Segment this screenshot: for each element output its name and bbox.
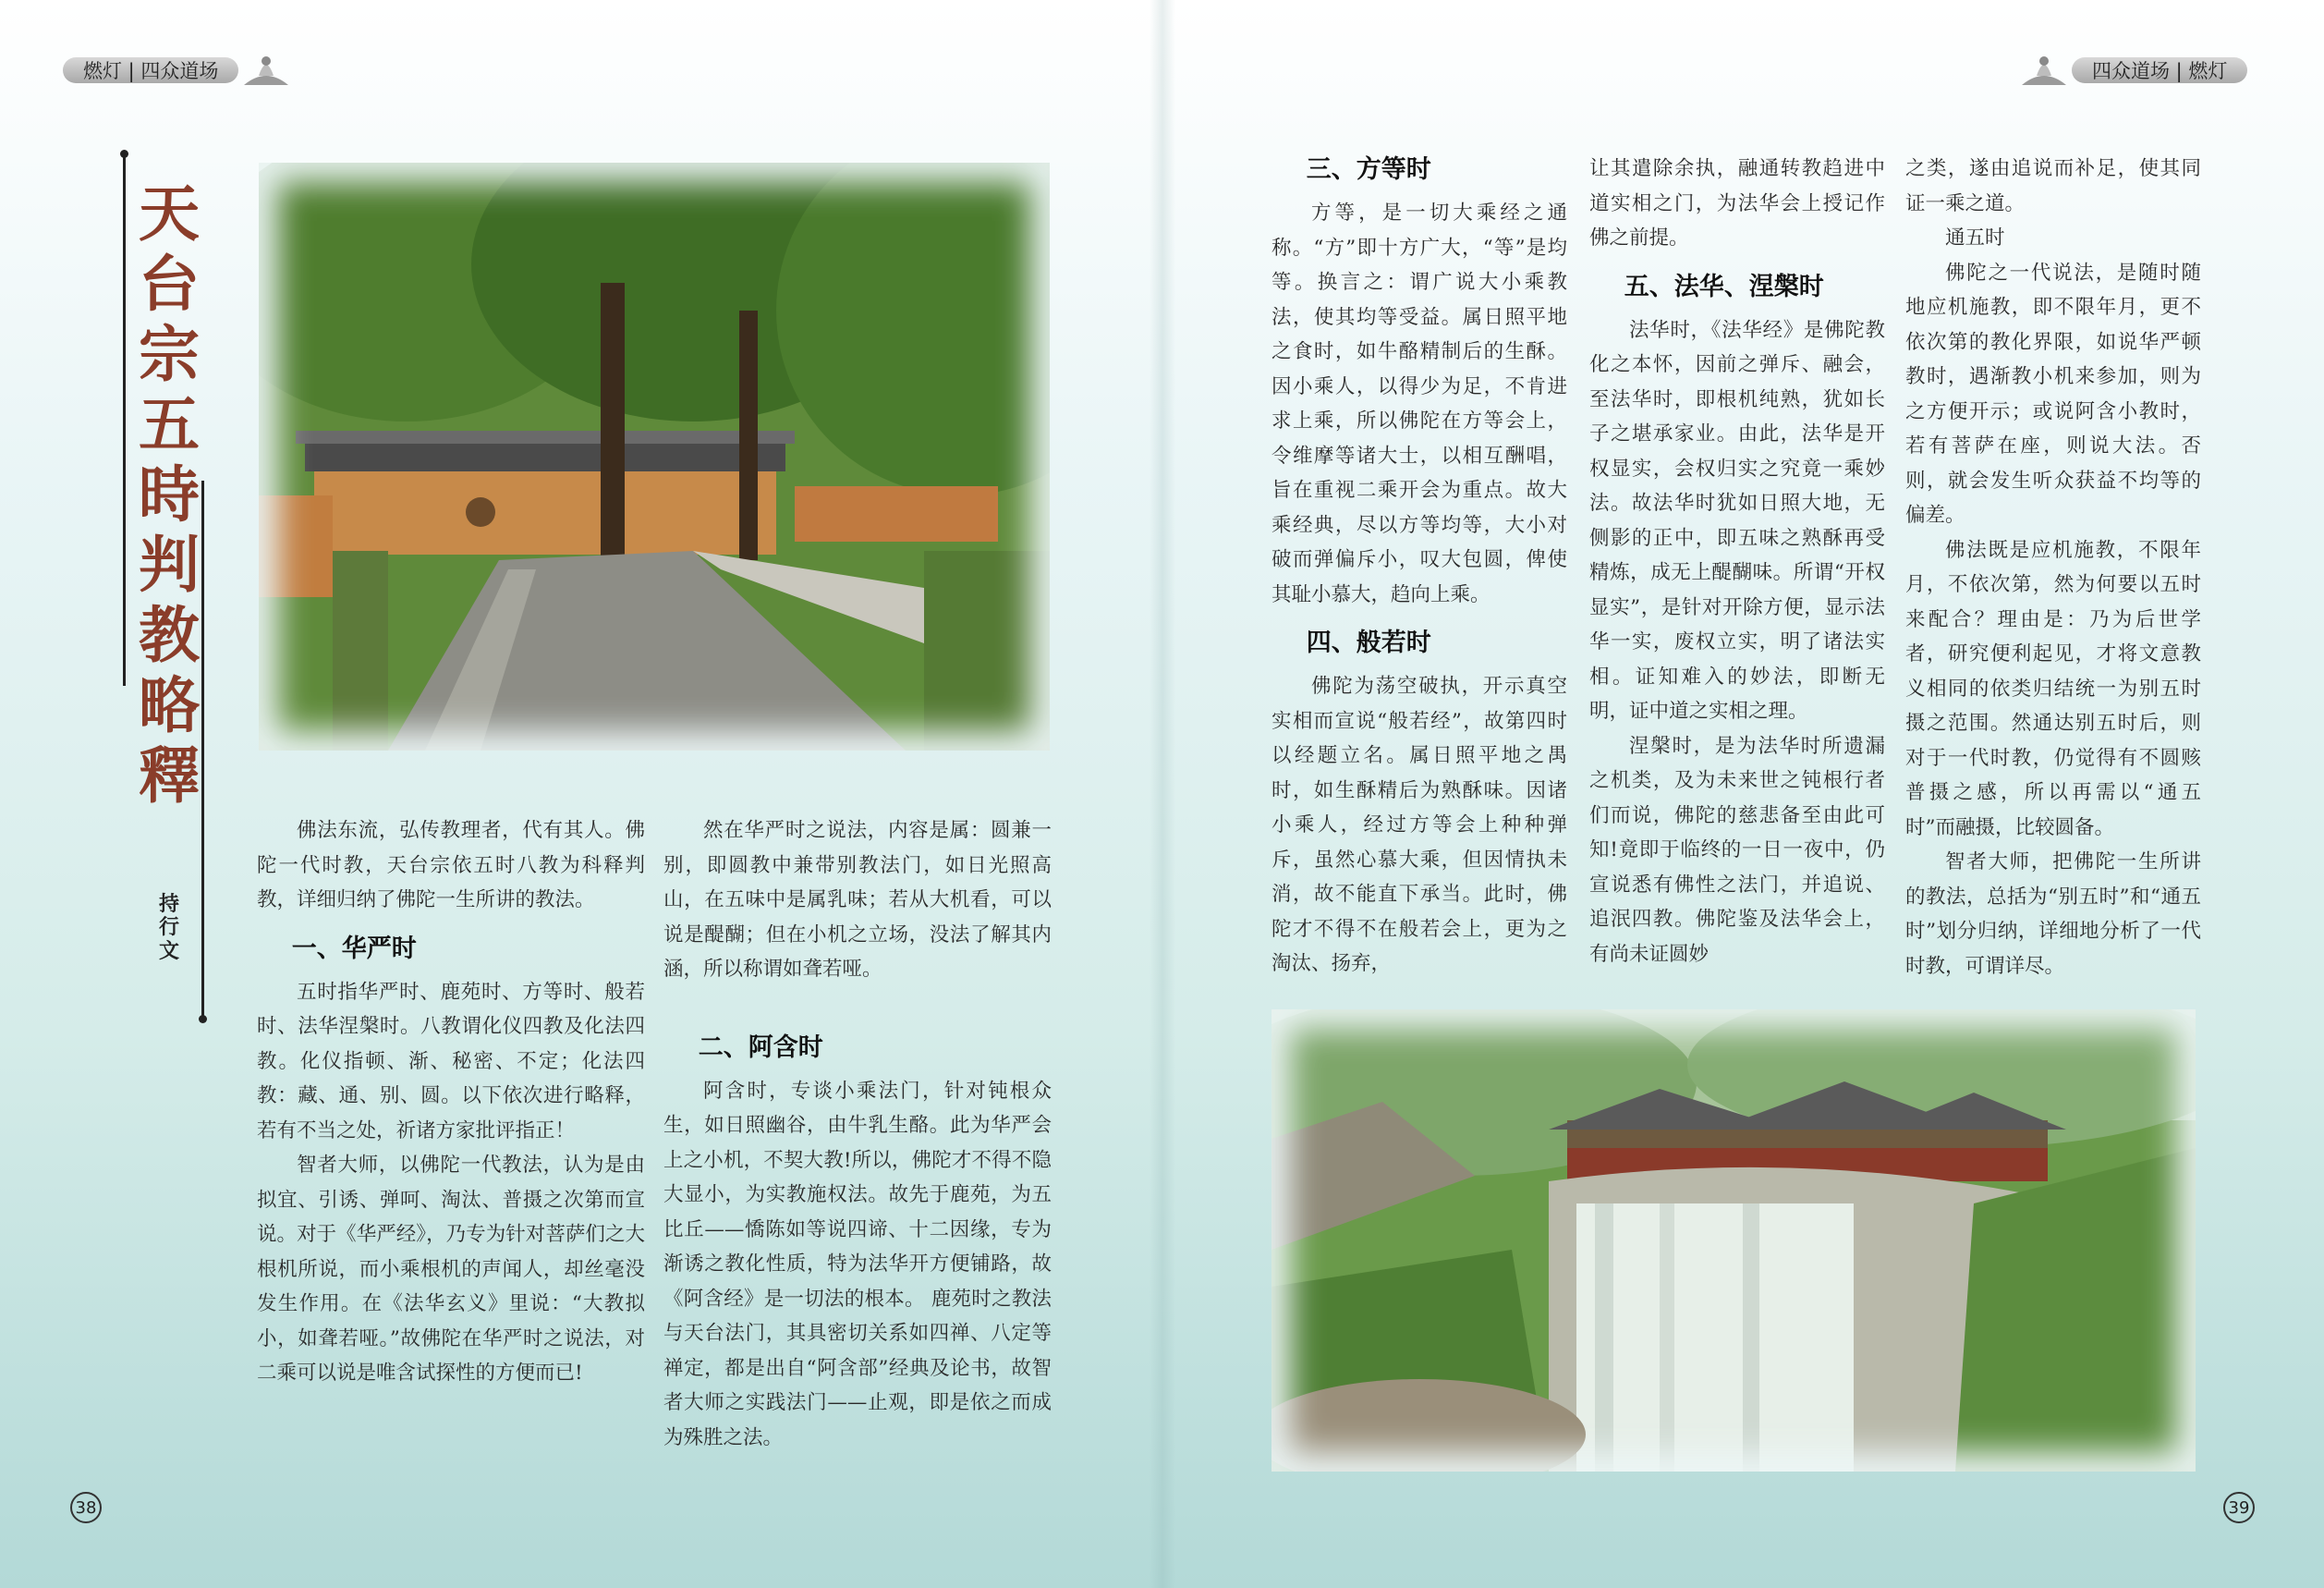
article-title-char: 五 (139, 388, 200, 460)
text-column-3 (1272, 153, 1567, 982)
article-title-char: 釋 (139, 739, 200, 812)
author-char: 文 (158, 939, 179, 963)
paragraph: 方等，是一切大乘经之通称。“方”即十方广大，“等”是均等。换言之：谓广说大小乘教法，使其均等受益。属日照平地之食时，如牛酪精制后的生酥。因小乘人，以得少为足，不肯进求上乘，所以佛陀在方等会上，令维摩等诸大士，以相互酬唱，旨在重视二乘开会为重点。故大乘经典，尽以方等均等，大小对破而弹偏斥小，叹大包圆，俾使其耻小慕大，趋向上乘。 (1272, 202, 1567, 606)
author-char: 行 (158, 916, 179, 940)
header-right (2016, 54, 2247, 87)
article-title-char: 天 (139, 177, 200, 250)
title-rule-dot-bottom (199, 1015, 207, 1023)
article-title (137, 177, 201, 812)
section-heading-bore: 四、般若时 (1306, 629, 1431, 657)
lotus-ornament-icon (238, 48, 294, 92)
article-title-char: 宗 (139, 318, 200, 390)
article-author (155, 893, 183, 963)
article-title-char: 台 (139, 248, 200, 320)
text-column-1 (257, 813, 645, 1391)
text-column-5 (1905, 152, 2201, 983)
title-rule (123, 153, 126, 686)
section-heading-fangdeng: 三、方等时 (1306, 155, 1431, 184)
section-heading-ahan: 二、阿含时 (698, 1032, 823, 1062)
section-heading-fahua-niepan: 五、法华、涅槃时 (1624, 272, 1824, 301)
paragraph: 智者大师，以佛陀一代教法，认为是由拟宜、引诱、弹呵、淘汰、普摄之次第而宣说。对于《华严经》，乃专为针对菩萨们之大根机所说，而小乘根机的声闻人，却丝毫没发生作用。在《法华玄义》里说：“大教拟小，如聋若哑。”故佛陀在华严时之说法，对二乘可以说是唯含试探性的方便而已! (257, 1154, 645, 1385)
spread-fold (1150, 0, 1175, 1588)
intro-paragraph: 佛法东流，弘传教理者，代有其人。佛陀一代时教，天台宗依五时八教为科释判教，详细归纳了佛陀一生所讲的教法。 (257, 819, 645, 911)
page-number-right: 39 (2223, 1492, 2255, 1523)
section-heading-huayan: 一、华严时 (291, 934, 417, 963)
covered-bridge-waterfall-photo (1272, 1009, 2196, 1472)
paragraph: 让其遣除余执，融通转教趋进中道实相之门，为法华会上授记作佛之前提。 (1589, 157, 1885, 250)
header-left (63, 54, 294, 87)
author-char: 持 (158, 893, 179, 916)
header-right-label: 四众道场 | 燃灯 (2072, 57, 2247, 83)
lotus-ornament-icon (2016, 48, 2072, 92)
temple-bridge-photo (259, 163, 1050, 751)
paragraph: 法华时，《法华经》是佛陀教化之本怀，因前之弹斥、融会，至法华时，即根机纯熟，犹如长子之堪承家业。由此，法华是开权显实，会权归实之究竟一乘妙法。故法华时犹如日照大地，无侧影的正中，即五味之熟酥再受精炼，成无上醍醐味。所谓“开权显实”，是针对开除方便，显示法华一实，废权立实，明了诸法实相。证知难入的妙法，即断无明，证中道之实相之理。 (1589, 318, 1885, 723)
paragraph: 涅槃时，是为法华时所遗漏之机类，及为未来世之钝根行者们而说，佛陀的慈悲备至由此可知!竟即于临终的一日一夜中，仍宣说悉有佛性之法门，并追说、追泯四教。佛陀鉴及法华会上，有尚未证圆妙 (1589, 734, 1885, 966)
text-column-4 (1589, 152, 1885, 971)
paragraph: 智者大师，把佛陀一生所讲的教法，总括为“别五时”和“通五时”划分归纳，详细地分析了一代时教，可谓详尽。 (1905, 850, 2201, 978)
article-title-char: 時 (139, 458, 200, 531)
article-title-char: 略 (139, 669, 200, 741)
paragraph: 阿含时，专谈小乘法门，针对钝根众生，如日照幽谷，由牛乳生酪。此为华严会上之小机，不契大教!所以，佛陀才不得不隐大显小，为实教施权法。故先于鹿苑，为五比丘——憍陈如等说四谛、十二因缘，专为渐诱之教化性质，特为法华开方便铺路，故《阿含经》是一切法的根本。 鹿苑时之教法与天台法门，其具密切关系如四禅、八定等禅定，都是出自“阿含部”经典及论书，故智者大师之实践法门——止观，即是依之而成为殊胜之法。 (663, 1079, 1052, 1449)
title-rule-lower (201, 481, 204, 1019)
paragraph: 佛法既是应机施教，不限年月，不依次第，然为何要以五时来配合？理由是：乃为后世学者，研究便利起见，才将文意教义相同的依类归结统一为别五时摄之范围。然通达别五时后，则对于一代时教，仍觉得有不圆赅普摄之感，所以再需以“通五时”而融摄，比较圆备。 (1905, 538, 2201, 839)
header-left-label: 燃灯 | 四众道场 (63, 57, 238, 83)
article-title-char: 判 (139, 529, 200, 601)
paragraph: 五时指华严时、鹿苑时、方等时、般若时、法华涅槃时。八教谓化仪四教及化法四教。化仪指顿、渐、秘密、不定；化法四教：藏、通、别、圆。以下依次进行略释，若有不当之处，祈诸方家批评指正！ (257, 980, 645, 1142)
text-column-2 (663, 813, 1052, 1455)
page-number-left: 38 (70, 1492, 102, 1523)
paragraph: 佛陀之一代说法，是随时随地应机施教，即不限年月，更不依次第的教化界限，如说华严顿教时，遇渐教小机来参加，则为之方便开示；或说阿含小教时，若有菩萨在座，则说大法。否则，就会发生听众获益不均等的偏差。 (1905, 261, 2201, 527)
article-title-char: 教 (139, 599, 200, 671)
paragraph: 之类，遂由追说而补足，使其同证一乘之道。 (1905, 157, 2201, 215)
paragraph: 佛陀为荡空破执，开示真空实相而宣说“般若经”，故第四时以经题立名。属日照平地之禺时，如生酥精后为熟酥味。因诸小乘人，经过方等会上种种弹斥，虽然心慕大乘，但因情执未消，故不能直下承当。此时，佛陀才不得不在般若会上，更为之淘汰、扬弃， (1272, 675, 1567, 975)
paragraph: 然在华严时之说法，内容是属：圆兼一别，即圆教中兼带别教法门，如日光照高山，在五味中是属乳味；若从大机看，可以说是醍醐；但在小机之立场，没法了解其内涵，所以称谓如聋若哑。 (663, 819, 1052, 981)
subheading-tong-wushi: 通五时 (1945, 226, 2005, 250)
